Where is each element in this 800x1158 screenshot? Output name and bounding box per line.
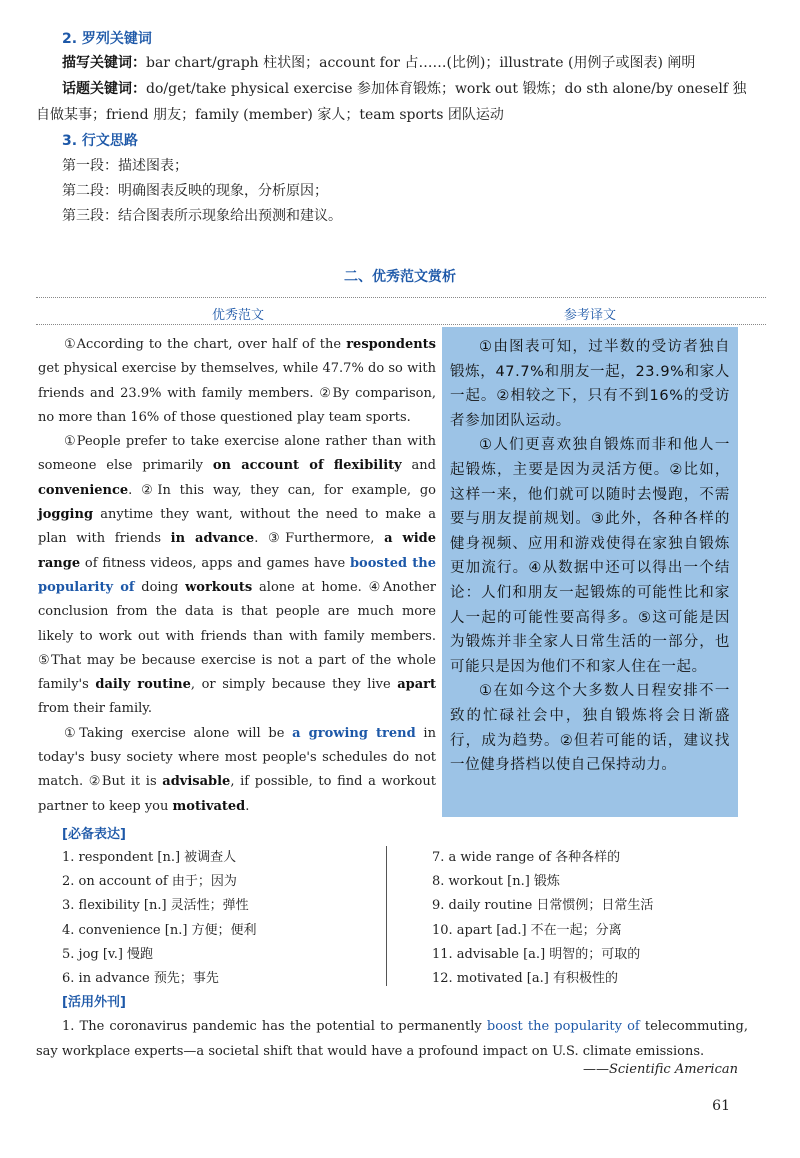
essay-text: of fitness videos, apps and games have [80, 555, 350, 571]
essay-text: . ③Furthermore, [254, 531, 385, 547]
usage-example [36, 1014, 748, 1064]
essay-column-title: 优秀范文 [211, 308, 264, 323]
usage-text-before: 1. The coronavirus pandemic has the potential to permanently [62, 1019, 487, 1034]
outline-paragraph-2: 第二段：明确图表反映的现象，分析原因； [62, 183, 328, 199]
essay-paragraph-3 [38, 722, 436, 819]
essay-text: in today's busy society where most people's schedules do not match. ②But it is [38, 725, 436, 790]
vocab-item: 8. workout [n.] 锻炼 [432, 874, 560, 890]
vocab-item: 5. jog [v.] 慢跑 [62, 946, 154, 962]
essay-text: ①According to the chart, over half of the [64, 337, 347, 352]
essay-key-phrase: boosted the popularity of [38, 555, 436, 595]
essay-key-phrase: on account of flexibility [212, 458, 402, 474]
essay-key-phrase: a wide range [38, 531, 437, 571]
essay-text: get physical exercise by themselves, while 47.7% do so with friends and 23.9% with family members. ②By comparison, no more than 16% of those questioned play team sports. [38, 361, 436, 425]
essay-key-phrase: in advance [170, 531, 255, 547]
describe-keywords-text: bar chart/graph 柱状图；account for 占……(比例)；illustrate (用例子或图表) 阐明 [146, 55, 696, 71]
essay-key-phrase: apart [397, 677, 436, 693]
vocab-item: 7. a wide range of 各种各样的 [432, 850, 621, 865]
vocab-list-right [432, 846, 653, 991]
essay-key-phrase: jogging [38, 507, 94, 523]
essay-text: anytime they want, without the need to make a plan with friends [38, 507, 436, 547]
vocab-item: 3. flexibility [n.] 灵活性；弹性 [62, 898, 249, 914]
topic-keywords-line [62, 78, 747, 98]
translation-column-title: 参考译文 [563, 308, 616, 323]
vocab-list-left [62, 846, 257, 991]
essay-text: . ②In this way, they can, for example, go [128, 482, 436, 498]
essay-key-phrase: a growing trend [292, 725, 416, 741]
essay-text: alone at home. ④Another conclusion from the data is that people are much more likely to work out with friends than with family members. ⑤That may be because exercise is not a part of the whole family's [38, 579, 436, 693]
translation-box [442, 327, 738, 817]
essay-key-phrase: respondents [346, 337, 436, 352]
essentials-heading: [必备表达] [62, 827, 126, 842]
vocab-item: 9. daily routine 日常惯例；日常生活 [432, 898, 654, 914]
vocab-item: 6. in advance 预先；事先 [62, 971, 219, 987]
essay-text: doing [134, 579, 186, 595]
essay-paragraph-2 [38, 430, 436, 722]
translation-paragraph-2: ①人们更喜欢独自锻炼而非和他人一起锻炼，主要是因为灵活方便。②比如，这样一来，他们就可以随时去慢跑，不需要与朋友提前规划。③此外，各种各样的健身视频、应用和游戏使得在家独自锻炼更加流行。④从数据中还可以得出一个结论：人们和朋友一起锻炼的可能性比和家人一起的可能性要高得多。⑤这可能是因为锻炼并非全家人日常生活的一部分，也可能只是因为他们不和家人住在一起。 [450, 437, 730, 675]
usage-text-after: telecommuting, say workplace experts—a societal shift that would have a profound impact on U.S. climate emissions. [36, 1019, 748, 1059]
usage-heading: [活用外刊] [62, 995, 126, 1010]
divider-top [36, 297, 766, 298]
essay-text: , or simply because they live [190, 677, 398, 693]
essay-text: and [401, 458, 436, 474]
vocab-item: 4. convenience [n.] 方便；便利 [62, 922, 257, 938]
vocab-item: 10. apart [ad.] 不在一起；分离 [432, 922, 622, 938]
translation-paragraph-1: ①由图表可知，过半数的受访者独自锻炼，47.7%和朋友一起，23.9%和家人一起。②相较之下，只有不到16%的受访者参加团队运动。 [450, 339, 730, 429]
essay-key-phrase: convenience [38, 482, 129, 498]
topic-keywords-text: do/get/take physical exercise 参加体育锻炼；work out 锻炼；do sth alone/by oneself 独 [146, 81, 747, 97]
topic-keywords-continuation: 自做某事；friend 朋友；family (member) 家人；team sports 团队运动 [36, 107, 504, 123]
section-heading-keywords: 2. 罗列关键词 [62, 31, 152, 47]
describe-keywords-line [62, 52, 695, 72]
describe-keywords-label: 描写关键词： [62, 55, 146, 71]
vocab-item: 2. on account of 由于；因为 [62, 874, 237, 890]
essay-text: , if possible, to find a workout partner to keep you [38, 774, 436, 814]
essay-text: from their family. [38, 701, 153, 717]
vocab-item: 11. advisable [a.] 明智的；可取的 [432, 946, 641, 962]
vocab-item: 12. motivated [a.] 有积极性的 [432, 971, 618, 987]
usage-source: ——Scientific American [582, 1062, 738, 1077]
outline-paragraph-3: 第三段：结合图表所示现象给出预测和建议。 [62, 208, 342, 224]
part-title: 二、优秀范文赏析 [344, 269, 456, 285]
model-essay [38, 333, 436, 819]
page-number: 61 [712, 1098, 730, 1114]
essay-key-phrase: motivated [172, 798, 246, 814]
section-heading-outline: 3. 行文思路 [62, 133, 138, 149]
vocab-item: 1. respondent [n.] 被调查人 [62, 850, 237, 865]
essay-key-phrase: daily routine [95, 677, 191, 693]
essay-text: ①Taking exercise alone will be [64, 725, 293, 741]
essay-text: . [245, 798, 250, 814]
outline-paragraph-1: 第一段：描述图表； [62, 158, 188, 174]
divider-columns [36, 324, 766, 325]
essay-key-phrase: workouts [185, 579, 253, 595]
usage-highlight: boost the popularity of [486, 1019, 640, 1034]
vocab-divider [386, 846, 387, 986]
essay-key-phrase: advisable [162, 774, 231, 790]
topic-keywords-label: 话题关键词： [62, 81, 146, 97]
essay-text: ①People prefer to take exercise alone rather than with someone else primarily [38, 434, 436, 474]
translation-paragraph-3: ①在如今这个大多数人日程安排不一致的忙碌社会中，独自锻炼将会日渐盛行，成为趋势。②但若可能的话，建议找一位健身搭档以使自己保持动力。 [450, 683, 730, 774]
essay-paragraph-1 [38, 333, 436, 430]
